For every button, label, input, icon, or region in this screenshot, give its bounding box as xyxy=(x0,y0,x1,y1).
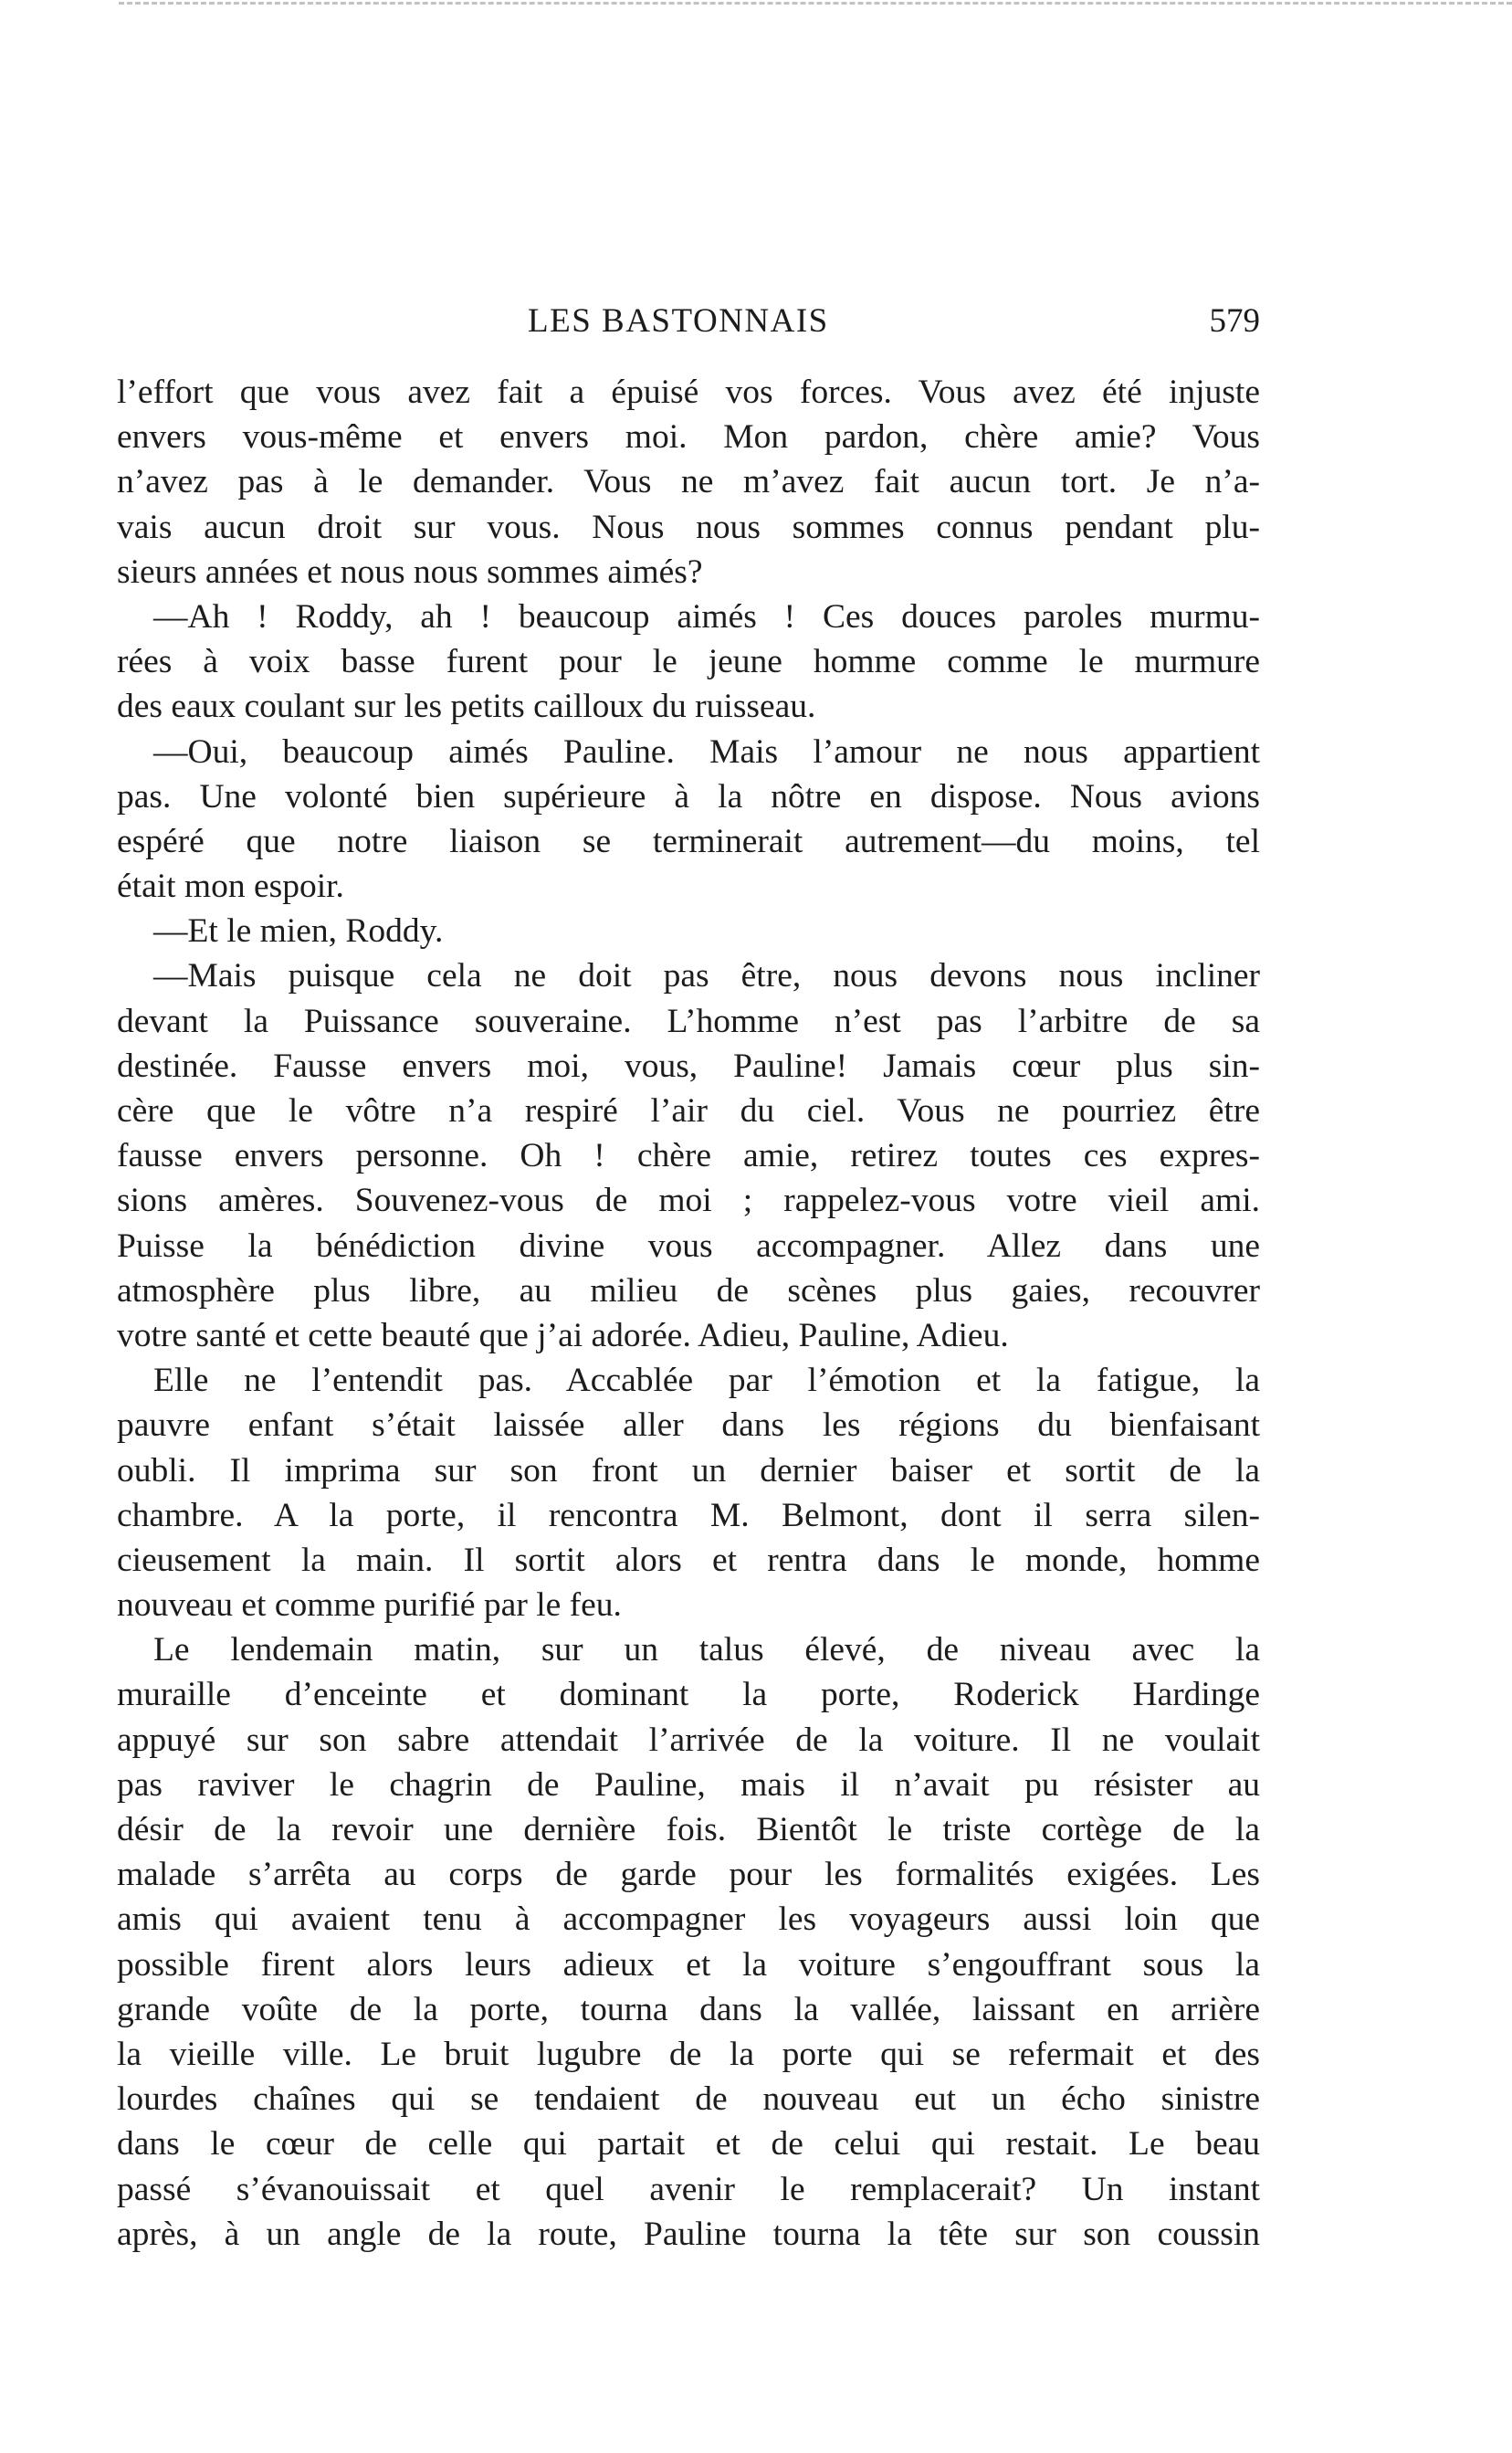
body-text xyxy=(117,370,1260,2257)
page-number: 579 xyxy=(1209,302,1260,340)
text-line: grande voûte de la porte, tourna dans la vallée, laissant en arrière xyxy=(117,1990,1260,2028)
text-line: l’effort que vous avez fait a épuisé vos forces. Vous avez été injuste xyxy=(117,374,1260,411)
text-line: sions amères. Souvenez-vous de moi ; rappelez-vous votre vieil ami. xyxy=(117,1182,1260,1220)
text-line: appuyé sur son sabre attendait l’arrivée de la voiture. Il ne voulait xyxy=(117,1721,1260,1759)
text-line: possible firent alors leurs adieux et la voiture s’engouffrant sous la xyxy=(117,1945,1260,1984)
text-line: sieurs années et nous nous sommes aimés? xyxy=(117,553,703,591)
text-line: espéré que notre liaison se terminerait autrement—du moins, tel xyxy=(117,822,1260,860)
text-line: désir de la revoir une dernière fois. Bientôt le triste cortège de la xyxy=(117,1811,1260,1848)
text-line: pas raviver le chagrin de Pauline, mais il n’avait pu résister au xyxy=(117,1765,1260,1804)
text-line: devant la Puissance souveraine. L’homme n’est pas l’arbitre de sa xyxy=(117,1002,1260,1040)
text-line: vais aucun droit sur vous. Nous nous sommes connus pendant plu- xyxy=(117,508,1260,546)
text-line: chambre. A la porte, il rencontra M. Belmont, dont il serra silen- xyxy=(117,1496,1260,1534)
text-line: nouveau et comme purifié par le feu. xyxy=(117,1586,622,1625)
text-line: envers vous-même et envers moi. Mon pardon, chère amie? Vous xyxy=(117,418,1260,457)
text-line: pas. Une volonté bien supérieure à la nôtre en dispose. Nous avions xyxy=(117,777,1260,816)
text-line: oubli. Il imprima sur son front un dernier baiser et sortit de la xyxy=(117,1451,1260,1490)
text-line: la vieille ville. Le bruit lugubre de la porte qui se refermait et des xyxy=(117,2035,1260,2073)
text-line: Elle ne l’entendit pas. Accablée par l’émotion et la fatigue, la xyxy=(153,1362,1260,1400)
running-head: LES BASTONNAIS xyxy=(528,302,829,340)
text-line: cère que le vôtre n’a respiré l’air du ciel. Vous ne pourriez être xyxy=(117,1092,1260,1130)
text-line: dans le cœur de celle qui partait et de celui qui restait. Le beau xyxy=(117,2125,1260,2163)
text-line: muraille d’enceinte et dominant la porte, Roderick Hardinge xyxy=(117,1676,1260,1714)
text-line: atmosphère plus libre, au milieu de scènes plus gaies, recouvrer xyxy=(117,1271,1260,1310)
page-header xyxy=(117,301,1260,353)
text-line: —Mais puisque cela ne doit pas être, nous devons nous incliner xyxy=(153,957,1260,995)
text-line: passé s’évanouissait et quel avenir le remplacerait? Un instant xyxy=(117,2170,1260,2208)
scan-edge-rule xyxy=(119,2,1512,5)
text-line: rées à voix basse furent pour le jeune homme comme le murmure xyxy=(117,643,1260,681)
text-line: —Ah ! Roddy, ah ! beaucoup aimés ! Ces douces paroles murmu- xyxy=(153,597,1260,636)
text-line: —Et le mien, Roddy. xyxy=(153,912,444,951)
text-line: lourdes chaînes qui se tendaient de nouveau eut un écho sinistre xyxy=(117,2080,1260,2119)
text-line: pauvre enfant s’était laissée aller dans les régions du bienfaisant xyxy=(117,1406,1260,1445)
text-line: fausse envers personne. Oh ! chère amie, retirez toutes ces expres- xyxy=(117,1137,1260,1175)
text-line: Puisse la bénédiction divine vous accompagner. Allez dans une xyxy=(117,1226,1260,1265)
text-line: amis qui avaient tenu à accompagner les voyageurs aussi loin que xyxy=(117,1900,1260,1939)
text-line: Le lendemain matin, sur un talus élevé, de niveau avec la xyxy=(153,1631,1260,1669)
text-line: malade s’arrêta au corps de garde pour les formalités exigées. Les xyxy=(117,1856,1260,1894)
text-line: —Oui, beaucoup aimés Pauline. Mais l’amour ne nous appartient xyxy=(153,732,1260,771)
text-line: était mon espoir. xyxy=(117,868,344,906)
text-line: des eaux coulant sur les petits cailloux du ruisseau. xyxy=(117,688,816,726)
text-line: n’avez pas à le demander. Vous ne m’avez fait aucun tort. Je n’a- xyxy=(117,463,1260,501)
text-line: après, à un angle de la route, Pauline tourna la tête sur son coussin xyxy=(117,2215,1260,2253)
text-line: destinée. Fausse envers moi, vous, Pauline! Jamais cœur plus sin- xyxy=(117,1047,1260,1085)
text-line: votre santé et cette beauté que j’ai adorée. Adieu, Pauline, Adieu. xyxy=(117,1316,1009,1354)
text-line: cieusement la main. Il sortit alors et rentra dans le monde, homme xyxy=(117,1541,1260,1579)
